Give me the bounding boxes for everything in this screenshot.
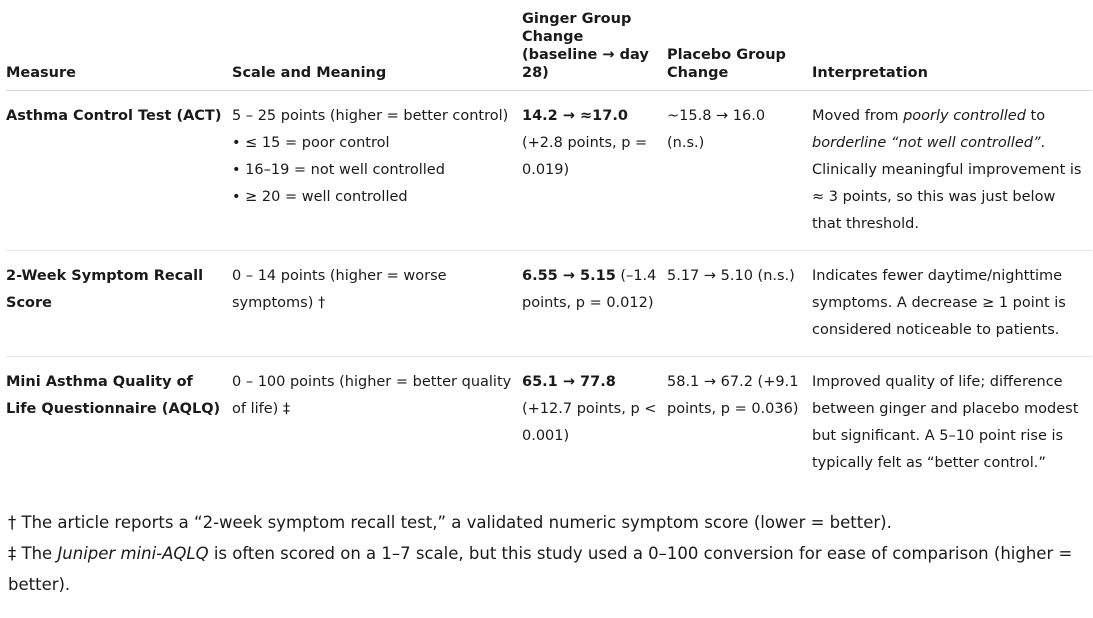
footnote-text: is often scored on a 1–7 scale, but this study used a 0–100 conversion for ease of comparison (higher = better). [8,544,1073,594]
scale-bullet: • 16–19 = not well controlled [232,162,445,178]
interp-text: Moved from [812,108,904,124]
footnote-text: ‡ The [8,544,58,563]
ginger-change-cell [522,251,667,357]
scale-bullet: • ≥ 20 = well controlled [232,189,408,205]
interpretation-cell: Indicates fewer daytime/nighttime symptoms. A decrease ≥ 1 point is considered noticeable to patients. [812,251,1092,357]
interpretation-cell: Improved quality of life; difference between ginger and placebo modest but significant. A 5–10 point rise is typically felt as “better control.” [812,374,1079,471]
scale-cell [232,91,522,251]
header-scale: Scale and Meaning [232,10,522,91]
interp-emphasis: poorly controlled [903,108,1026,124]
table-row [6,357,1092,490]
placebo-change-cell: 58.1 → 67.2 (+9.1 points, p = 0.036) [667,374,799,417]
scale-bullet: • ≤ 15 = poor control [232,135,390,151]
footnotes [8,507,1078,600]
header-interpretation: Interpretation [812,10,1092,91]
results-table-container [6,10,1092,489]
interp-text: . Clinically meaningful improvement is ≈ 3 points, so this was just below that threshold. [812,135,1082,232]
measure-cell: 2-Week Symptom Recall Score [6,251,232,357]
ginger-change-values: 65.1 → 77.8 [522,374,616,390]
interp-emphasis: borderline “not well controlled” [812,135,1041,151]
table-row [6,251,1092,357]
ginger-change-cell [522,357,667,490]
ginger-change-cell [522,91,667,251]
header-measure: Measure [6,10,232,91]
ginger-change-detail: (–1.4 points, p = 0.012) [522,268,657,311]
placebo-change-cell: 5.17 → 5.10 (n.s.) [667,251,812,357]
ginger-change-values: 6.55 → 5.15 [522,268,616,284]
measure-cell: Mini Asthma Quality of Life Questionnaire (AQLQ) [6,374,221,417]
ginger-change-detail: (+2.8 points, p = 0.019) [522,135,648,178]
table-row [6,91,1092,251]
table-header-row [6,10,1092,91]
footnote-emphasis: Juniper mini-AQLQ [57,544,209,563]
footnote-dagger: † The article reports a “2-week symptom recall test,” a validated numeric symptom score (lower = better). [8,513,892,532]
header-placebo: Placebo Group Change [667,10,812,91]
ginger-change-detail: (+12.7 points, p < 0.001) [522,401,657,444]
interpretation-cell [812,91,1092,251]
interp-text: to [1025,108,1046,124]
scale-cell: 0 – 100 points (higher = better quality of life) ‡ [232,374,512,417]
footnote-double-dagger [8,538,1078,600]
ginger-change-values: 14.2 → ≈17.0 [522,108,628,124]
placebo-change-cell: ~15.8 → 16.0 (n.s.) [667,91,812,251]
measure-cell: Asthma Control Test (ACT) [6,91,232,251]
scale-main-text: 5 – 25 points (higher = better control) [232,108,509,124]
header-ginger: Ginger Group Change (baseline → day 28) [522,10,667,91]
results-table [6,10,1092,489]
scale-cell: 0 – 14 points (higher = worse symptoms) † [232,251,522,357]
